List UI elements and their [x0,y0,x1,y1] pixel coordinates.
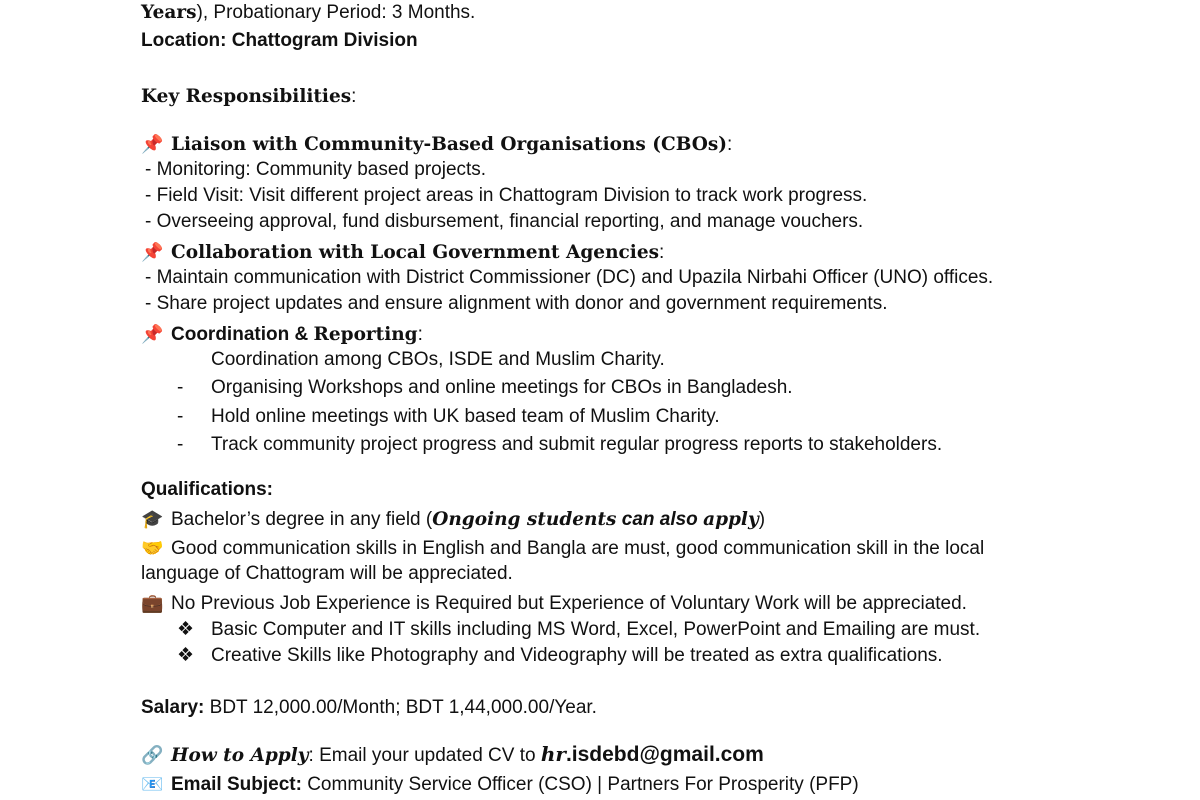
years-fragment: Years [141,2,197,23]
salary-label: Salary: [141,697,205,718]
qualification-experience: 💼 No Previous Job Experience is Required but Experience of Voluntary Work will be appreciated. [141,590,967,617]
location-line: Location: Chattogram Division [141,30,418,51]
email-subject-line: 📧 Email Subject: Community Service Officer (CSO) | Partners For Prosperity (PFP) [141,771,859,798]
section-collaboration-title: 📌 Collaboration with Local Government Agencies: [141,239,664,266]
pushpin-icon: 📌 [141,242,164,262]
section-liaison-title: 📌 Liaison with Community-Based Organisations (CBOs): [141,131,732,158]
qualification-sub-item: ❖ Basic Computer and IT skills including MS Word, Excel, PowerPoint and Emailing are must. [177,617,980,643]
diamond-bullet-icon: ❖ [177,645,195,666]
envelope-icon: 📧 [141,774,164,794]
dash-bullet: - [177,377,184,398]
list-item: - Field Visit: Visit different project areas in Chattogram Division to track work progress. [145,185,868,206]
salary-line [141,695,597,721]
how-to-apply-line: 🔗 How to Apply: Email your updated CV to hr.isdebd@gmail.com [141,742,764,766]
probation-text: ), Probationary Period: 3 Months. [196,2,476,23]
list-item: Coordination among CBOs, ISDE and Muslim Charity. [211,349,665,370]
list-item: - Monitoring: Community based projects. [145,159,487,180]
qualification-communication-cont: language of Chattogram will be appreciated. [141,563,513,584]
salary-value: BDT 12,000.00/Month; BDT 1,44,000.00/Year. [204,697,597,718]
qualification-communication: 🤝 Good communication skills in English and Bangla are must, good communication skill in the local [141,535,984,562]
qualification-degree: 🎓 Bachelor’s degree in any field (Ongoing students can also apply) [141,506,765,533]
dash-bullet: - [177,434,184,455]
pushpin-icon: 📌 [141,324,164,344]
briefcase-icon: 💼 [141,593,164,613]
list-item: - Track community project progress and submit regular progress reports to stakeholders. [177,432,942,458]
qualification-sub-item: ❖ Creative Skills like Photography and Videography will be treated as extra qualifications. [177,643,943,669]
responsibilities-heading-text: Key Responsibilities [141,86,352,107]
handshake-icon: 🤝 [141,538,164,558]
list-item: - Organising Workshops and online meetings for CBOs in Bangladesh. [177,375,793,401]
responsibilities-heading: Key Responsibilities: [141,86,357,107]
link-icon: 🔗 [141,745,164,765]
apply-email[interactable]: hr.isdebd@gmail.com [540,742,764,766]
qualifications-heading: Qualifications: [141,479,273,500]
pushpin-icon: 📌 [141,134,164,154]
list-item: - Hold online meetings with UK based team of Muslim Charity. [177,404,720,430]
diamond-bullet-icon: ❖ [177,619,195,640]
section-coordination-title: 📌 Coordination & Reporting: [141,321,423,348]
list-item: - Overseeing approval, fund disbursement, financial reporting, and manage vouchers. [145,211,864,232]
graduation-cap-icon: 🎓 [141,509,164,529]
list-item: - Share project updates and ensure alignment with donor and government requirements. [145,293,888,314]
dash-bullet: - [177,406,184,427]
list-item: - Maintain communication with District Commissioner (DC) and Upazila Nirbahi Officer (UNO) offices. [145,267,994,288]
probation-line [141,0,475,26]
